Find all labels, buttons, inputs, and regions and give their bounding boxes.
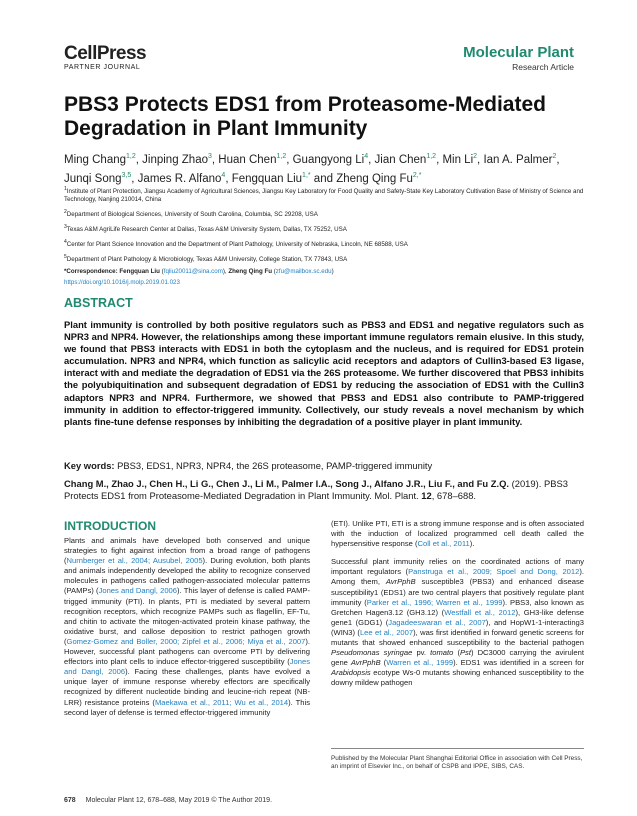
- affiliation-text: Texas A&M AgriLife Research Center at Dallas, Texas A&M University System, Dallas, TX 75252, USA: [66, 226, 347, 234]
- author-name: Guangyong Li: [292, 153, 365, 166]
- correspondence-label: *Correspondence:: [64, 267, 118, 275]
- author-name: Jinping Zhao: [142, 153, 208, 166]
- author-name: Ming Chang: [64, 153, 127, 166]
- left-column: [64, 536, 310, 726]
- citation-pages: , 678–688.: [431, 490, 477, 502]
- journal-header: [463, 44, 574, 72]
- keywords-text: PBS3, EDS1, NPR3, NPR4, the 26S proteasome, PAMP-triggered immunity: [117, 460, 433, 471]
- author-name: Min Li: [442, 153, 474, 166]
- author-affiliation-sup: 1,*: [302, 171, 311, 179]
- italic-term: AvrPphB: [350, 658, 381, 668]
- affiliation-item: [64, 238, 589, 249]
- author-affiliation-sup: 2,*: [412, 171, 422, 179]
- author-affiliation-sup: 1,2: [276, 153, 287, 160]
- intro-paragraph-3: Successful plant immunity relies on the coordinated actions of many important regulators (Panstruga et al., 2009; Spoel and Dong, 2012). Among them, AvrPphB susceptible3 (PBS3) and enhanced disease susceptibility1 (EDS1) are two central players that positively regulate plant immunity (Parker et al., 1996; Warren et al., 1999). PBS3, also known as Gretchen Hagen3.12 (GH3.12) (Westfall et al., 2012), GH3-like defense gene1 (GDG1) (Jagadeeswaran et al., 2007), and HopW1-1-interacting3 (WIN3) (Lee et al., 2007), was first identified in forward genetic screens for mutants that showed enhanced susceptibility to the bacterial pathogen Pseudomonas syringae pv. tomato (Pst) DC3000 carrying the avirulent gene AvrPphB (Warren et al., 1999). EDS1 was identified in a screen for Arabidopsis ecotype Ws-0 mutants showing enhanced susceptibility to the downy mildew pathogen: [331, 557, 585, 688]
- author-list: Ming Chang$^{1,2}$, Jinping Zhao$^3$, Huan Chen$^{1,2}$, Guangyong Li$^4$, Jian Chen$^{1,2}$, Min Li$^2$, Ian A. Palmer$^2$, Junqi Song$^{3,5}$, James R. Alfano$^4$, Fengquan Liu$^{1,*}$ and Zheng Qing $Fu^{2,*}$: [64, 153, 560, 185]
- reference-link[interactable]: Jones and Dangl, 2006: [98, 586, 177, 596]
- correspondence: *Correspondence: Fengquan Liu (fqliu20011@sina.com), Zheng Qing Fu (zfu@mailbox.sc.edu): [64, 267, 334, 275]
- correspondent-2: Zheng Qing Fu: [228, 267, 273, 275]
- italic-term: tomato: [430, 648, 454, 658]
- intro-paragraph-1: Plants and animals have developed both conserved and unique strategies to fight against infection from a broad range of pathogens (Nurnberger et al., 2004; Ausubel, 2005). During evolution, both plants and animals independently developed the ability to recognize conserved molecules in pathogens called pathogen-associated molecular patterns (PAMPs) (Jones and Dangl, 2006). This layer of defense is called PAMP-trigged immunity (PTI). In plants, PTI is mediated by several pattern recognition receptors, which recognize PAMPs such as flagellin, EF-Tu, and chitin to activate the mitogen-activated protein kinase pathway, the oxidative burst, and callose deposition to restrict pathogen growth (Gomez-Gomez and Boller, 2000; Zipfel et al., 2006; Miya et al., 2007). However, successful plant pathogens can overcome PTI by delivering effectors into plant cells to induce effector-triggered susceptibility (Jones and Dangl, 2006). Facing these challenges, plants have evolved a unique layer of immune response whereby effectors are specifically recognized by different nucleotide binding and leucine-rich repeat (NB-LRR) resistance proteins (Maekawa et al., 2011; Wu et al., 2014). This second layer of defense is termed effector-triggered immunity: [64, 536, 311, 717]
- author-name: Fengquan Liu: [231, 172, 303, 185]
- reference-link[interactable]: Nurnberger et al., 2004; Ausubel, 2005: [66, 556, 203, 566]
- author-name: Huan Chen: [218, 153, 277, 166]
- affiliation-text: Center for Plant Science Innovation and the Department of Plant Pathology, University of Nebraska, Lincoln, NE 68588, USA: [66, 240, 408, 248]
- reference-link[interactable]: Panstruga et al., 2009; Spoel and Dong, 2012: [408, 567, 580, 577]
- email-link-2[interactable]: zfu@mailbox.sc.edu: [275, 267, 332, 275]
- reference-link[interactable]: Parker et al., 1996; Warren et al., 1999: [366, 597, 503, 607]
- affiliation-number: 5: [64, 253, 67, 260]
- intro-paragraph-2: (ETI). Unlike PTI, ETI is a strong immune response and is often associated with the induction of localized programmed cell death called the hypersensitive response (Coll et al., 2011).: [331, 519, 584, 549]
- affiliations: [64, 185, 589, 291]
- affiliation-item: [64, 185, 589, 205]
- affiliation-number: 4: [64, 238, 67, 245]
- publisher-note: Published by the Molecular Plant Shanghai Editorial Office in association with Cell Press, an imprint of Elsevier Inc., on behalf of CSPB and IPPE, SIBS, CAS.: [331, 748, 584, 772]
- affiliation-text: Department of Biological Sciences, University of South Carolina, Columbia, SC 29208, USA: [66, 211, 318, 219]
- author-affiliation-sup: 4: [364, 153, 369, 160]
- author-name: Ian A. Palmer: [483, 153, 553, 166]
- citation: [64, 478, 584, 503]
- affiliation-item: [64, 208, 589, 219]
- reference-link[interactable]: Jagadeeswaran et al., 2007: [388, 617, 486, 627]
- reference-link[interactable]: Warren et al., 1999: [386, 658, 454, 668]
- reference-link[interactable]: Coll et al., 2011: [417, 539, 470, 549]
- citation-year: (2019).: [511, 478, 542, 489]
- abstract-text: Plant immunity is controlled by both positive regulators such as PBS3 and EDS1 and negative regulators such as NPR3 and NPR4. However, the relationships among these important immune regulators remain elusive. In this study, we found that PBS3 interacts with EDS1 in both the cytoplasm and the nucleus, and is required for EDS1 protein accumulation. NPR3 and NPR4, which function as salicylic acid receptors and adaptors of Cullin3-based E3 ligase, interact with and mediate the degradation of EDS1 via the 26S proteasome. We further discovered that PBS3 inhibits the polyubiquitination and subsequent degradation of EDS1 by reducing the association of EDS1 with the Cullin3 adaptors NPR3 and NPR4. Furthermore, we showed that PBS3 and EDS1 also contribute to PAMP-triggered immunity in addition to effector-triggered immunity. Collectively, our study reveals a novel mechanism by which plants fine-tune defense responses by inhibiting the degradation of a positive player in plant immunity.: [64, 319, 584, 427]
- reference-link[interactable]: Gomez-Gomez and Boller, 2000; Zipfel et al., 2006; Miya et al., 2007: [66, 636, 306, 646]
- italic-term: AvrPphB: [385, 577, 416, 587]
- page-number: 678: [64, 797, 76, 804]
- keywords: [64, 460, 584, 472]
- footer-journal: Molecular Plant 12, 678–688, May 2019 © The Author 2019.: [85, 797, 273, 804]
- article-type: Research Article: [512, 62, 574, 72]
- keywords-label: Key words:: [64, 460, 115, 471]
- affiliation-text: Institute of Plant Protection, Jiangsu Academy of Agricultural Sciences, Jiangsu Key Laboratory for Food Quality and Safety-State Key Laboratory Cultivation Base of Ministry of Science and Technology, Nanjing 210014, China: [64, 188, 584, 204]
- introduction-heading: INTRODUCTION: [64, 519, 156, 533]
- author-name: Zheng Qing Fu: [336, 172, 413, 185]
- affiliation-item: [64, 223, 589, 234]
- abstract-heading: ABSTRACT: [64, 296, 133, 310]
- page-footer: [64, 797, 272, 804]
- logo-main-text: CellPress: [64, 43, 147, 64]
- affiliation-number: 1: [64, 186, 67, 192]
- citation-title: PBS3 Protects EDS1 from Proteasome-Mediated Degradation in Plant Immunity. Mol. Plant.: [64, 478, 568, 502]
- author-name: Jian Chen: [374, 153, 427, 166]
- author-affiliation-sup: 4: [221, 171, 226, 179]
- author-affiliation-sup: 1,2: [126, 153, 136, 160]
- correspondent-1: Fengquan Liu: [119, 267, 160, 275]
- author-name: Junqi Song: [64, 172, 122, 185]
- doi-link[interactable]: https://doi.org/10.1016/j.molp.2019.01.023: [64, 279, 180, 287]
- logo-sub-text: PARTNER JOURNAL: [64, 64, 141, 71]
- article-title: PBS3 Protects EDS1 from Proteasome-Mediated Degradation in Plant Immunity: [64, 93, 546, 140]
- right-column: [331, 519, 584, 697]
- author-affiliation-sup: 2: [552, 153, 557, 160]
- author-affiliation-sup: 3,5: [121, 171, 132, 179]
- affiliation-text: Department of Plant Pathology & Microbiology, Texas A&M University, College Station, TX 77843, USA: [66, 255, 348, 263]
- author-affiliation-sup: 2: [473, 153, 478, 160]
- reference-link[interactable]: Jones and Dangl, 2006: [64, 657, 310, 677]
- author-affiliation-sup: 1,2: [426, 153, 437, 160]
- reference-link[interactable]: Westfall et al., 2012: [444, 607, 516, 617]
- italic-term: Pst: [459, 648, 471, 658]
- citation-authors: Chang M., Zhao J., Chen H., Li G., Chen J., Li M., Palmer I.A., Song J., Alfano J.R., Liu F., and Fu Z.Q.: [64, 478, 509, 489]
- italic-term: Arabidopsis: [331, 668, 371, 678]
- italic-term: Pseudomonas syringae: [331, 648, 413, 658]
- reference-link[interactable]: Lee et al., 2007: [359, 627, 414, 637]
- citation-volume: 12: [421, 490, 432, 502]
- affiliation-number: 3: [64, 224, 67, 231]
- affiliation-number: 2: [64, 209, 67, 216]
- author-name: James R. Alfano: [137, 172, 222, 185]
- cellpress-logo: [64, 44, 146, 71]
- affiliation-item: [64, 253, 589, 264]
- author-affiliation-sup: 3: [208, 153, 212, 160]
- affiliation-list: [64, 185, 589, 264]
- reference-link[interactable]: Maekawa et al., 2011; Wu et al., 2014: [154, 697, 289, 707]
- journal-name: Molecular Plant: [463, 44, 574, 61]
- email-link-1[interactable]: fqliu20011@sina.com: [163, 267, 223, 275]
